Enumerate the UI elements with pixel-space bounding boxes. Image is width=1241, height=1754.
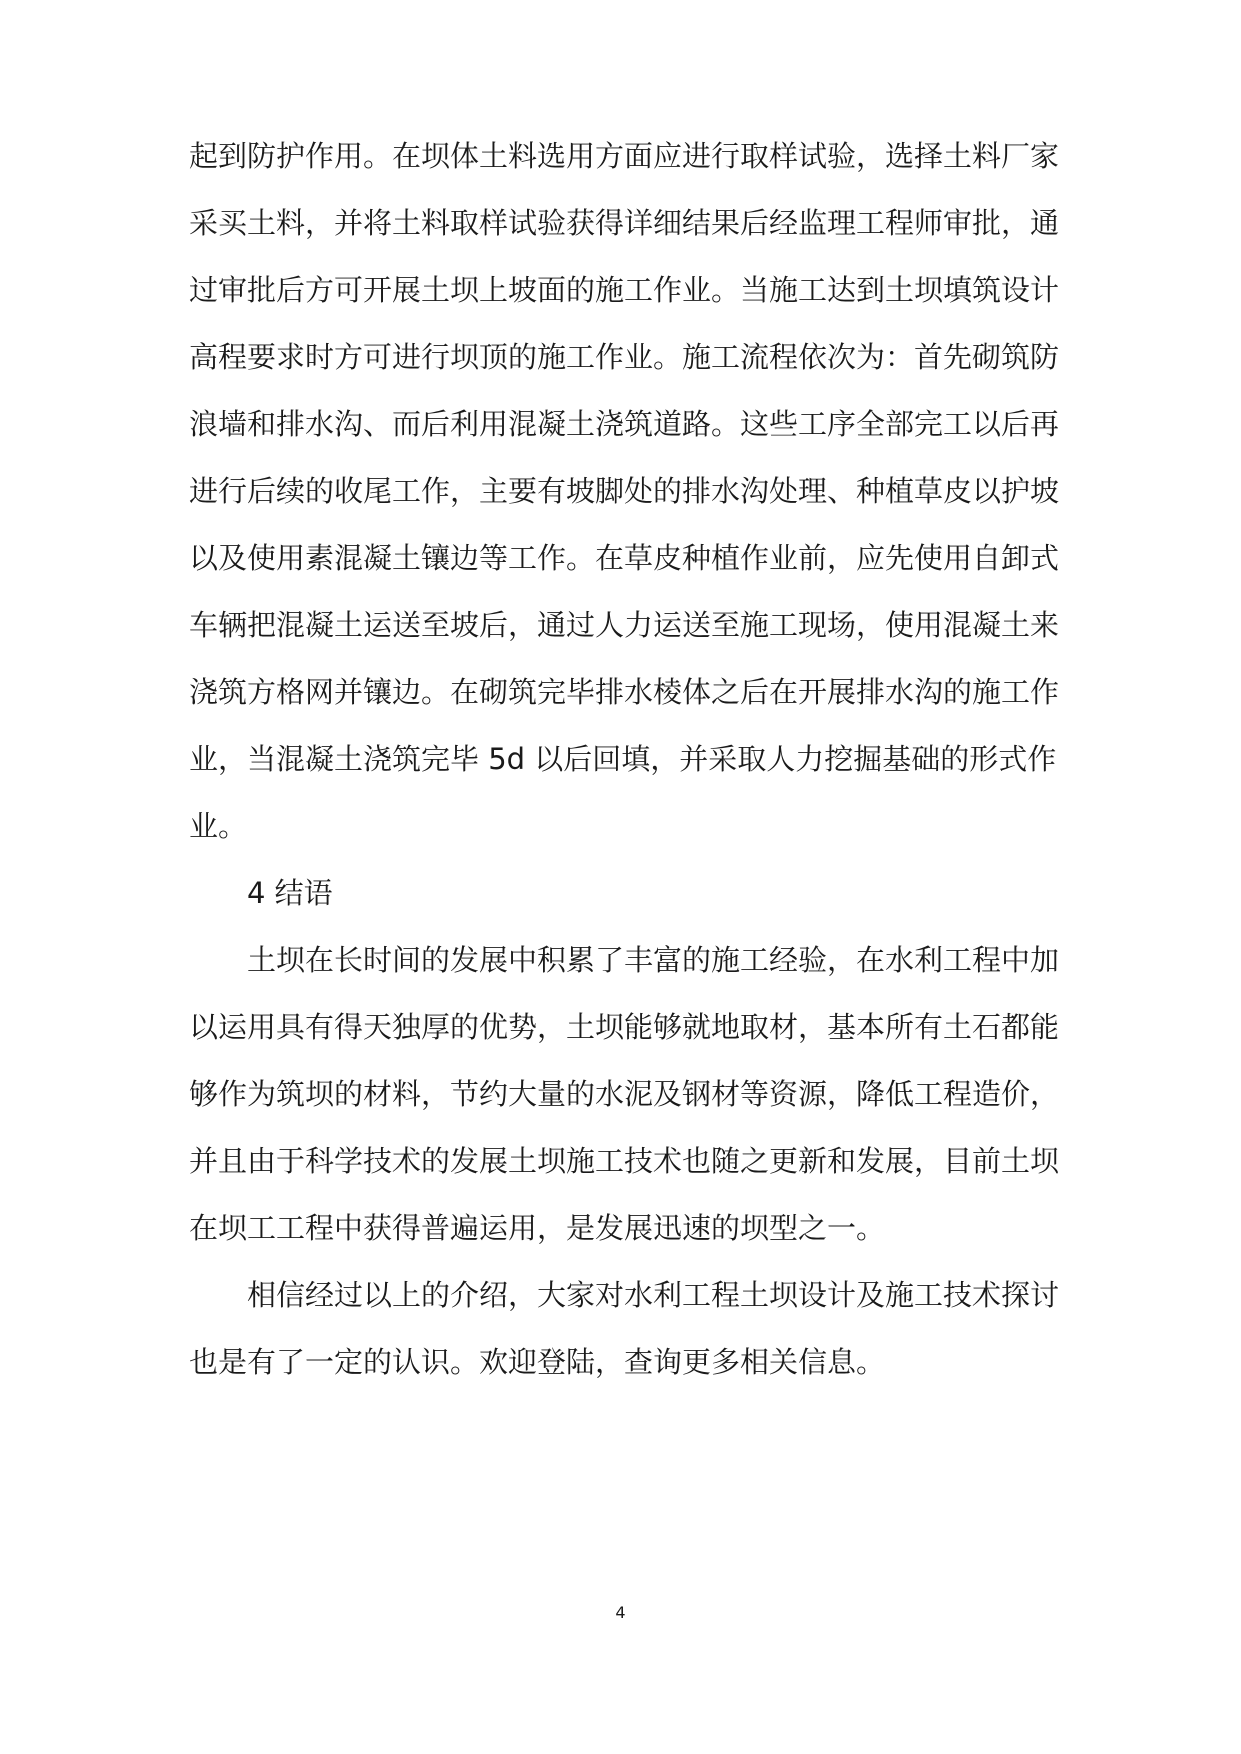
section-heading: 4 结语 bbox=[247, 876, 333, 910]
paragraph-1-line-3: 过审批后方可开展土坝上坡面的施工作业。当施工达到土坝填筑设计 bbox=[189, 273, 1060, 307]
paragraph-2-line-1: 土坝在长时间的发展中积累了丰富的施工经验，在水利工程中加 bbox=[247, 943, 1060, 977]
paragraph-1-line-10: 业，当混凝土浇筑完毕 5d 以后回填，并采取人力挖掘基础的形式作 bbox=[189, 742, 1057, 776]
paragraph-1-line-8: 车辆把混凝土运送至坡后，通过人力运送至施工现场，使用混凝土来 bbox=[189, 608, 1060, 642]
page-number: 4 bbox=[615, 1603, 626, 1622]
paragraph-2-line-3: 够作为筑坝的材料，节约大量的水泥及钢材等资源，降低工程造价， bbox=[189, 1077, 1060, 1111]
paragraph-1-line-1: 起到防护作用。在坝体土料选用方面应进行取样试验，选择土料厂家 bbox=[189, 139, 1060, 173]
paragraph-2-line-5: 在坝工工程中获得普遍运用，是发展迅速的坝型之一。 bbox=[189, 1211, 886, 1245]
paragraph-3-line-1: 相信经过以上的介绍，大家对水利工程土坝设计及施工技术探讨 bbox=[247, 1278, 1060, 1312]
paragraph-3-line-2: 也是有了一定的认识。欢迎登陆，查询更多相关信息。 bbox=[189, 1345, 886, 1379]
paragraph-1-line-4: 高程要求时方可进行坝顶的施工作业。施工流程依次为：首先砌筑防 bbox=[189, 340, 1060, 374]
paragraph-1-line-7: 以及使用素混凝土镶边等工作。在草皮种植作业前，应先使用自卸式 bbox=[189, 541, 1060, 575]
paragraph-1-line-11: 业。 bbox=[189, 809, 248, 843]
paragraph-1-line-5: 浪墙和排水沟、而后利用混凝土浇筑道路。这些工序全部完工以后再 bbox=[189, 407, 1060, 441]
paragraph-2-line-2: 以运用具有得天独厚的优势，土坝能够就地取材，基本所有土石都能 bbox=[189, 1010, 1060, 1044]
paragraph-1-line-9: 浇筑方格网并镶边。在砌筑完毕排水棱体之后在开展排水沟的施工作 bbox=[189, 675, 1060, 709]
paragraph-1-line-2: 采买土料，并将土料取样试验获得详细结果后经监理工程师审批，通 bbox=[189, 206, 1060, 240]
paragraph-1-line-6: 进行后续的收尾工作，主要有坡脚处的排水沟处理、种植草皮以护坡 bbox=[189, 474, 1060, 508]
paragraph-2-line-4: 并且由于科学技术的发展土坝施工技术也随之更新和发展，目前土坝 bbox=[189, 1144, 1060, 1178]
